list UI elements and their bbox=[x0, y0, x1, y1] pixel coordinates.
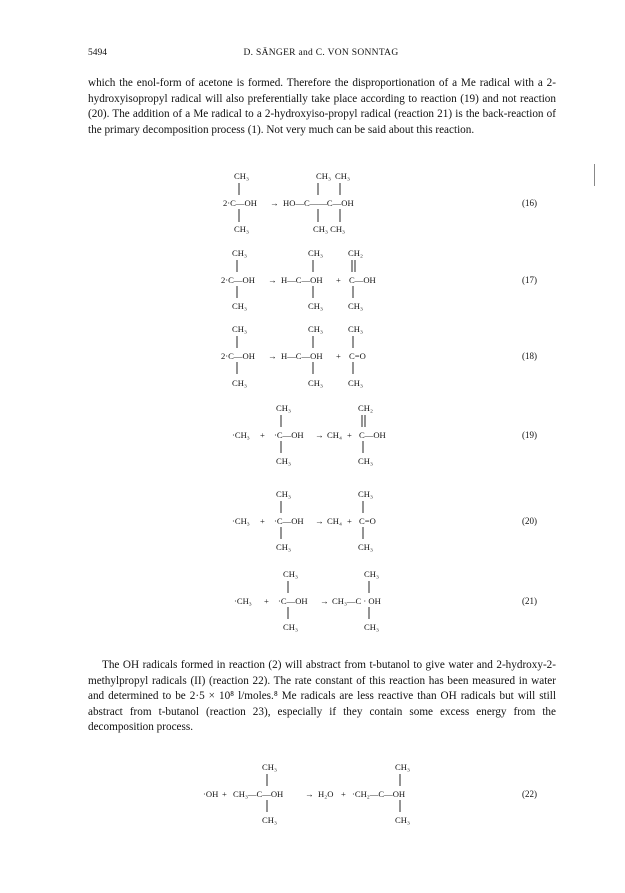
eq20-ch3-top-2: CH₃ bbox=[358, 489, 373, 499]
equation-20 bbox=[232, 489, 537, 552]
eq16-ch3-top-1: CH₃ bbox=[316, 171, 331, 181]
eq22-ch3-top-2: CH₃ bbox=[395, 762, 410, 772]
eq17-ch3-bottom: CH₃ bbox=[232, 301, 247, 311]
eq22-ch3-bottom: CH₃ bbox=[262, 815, 277, 825]
eq18-ch3-top-2: CH₃ bbox=[308, 324, 323, 334]
eq17-ch3-bottom-3: CH₃ bbox=[348, 301, 363, 311]
margin-mark bbox=[594, 164, 595, 186]
running-head: D. SÄNGER and C. VON SONNTAG bbox=[243, 48, 399, 58]
eq19-ch3-bottom-2: CH₃ bbox=[358, 456, 373, 466]
eq17-ch2-top: CH₂ bbox=[348, 248, 363, 258]
eq21-product: CH₃—C · OH bbox=[332, 596, 381, 606]
eq17-ch3-top-2: CH₃ bbox=[308, 248, 323, 258]
eq21-reactant: ·C—OH bbox=[278, 596, 308, 606]
equation-22 bbox=[203, 762, 537, 825]
eq22-reactant: CH₃—C—OH bbox=[233, 789, 284, 799]
eq21-plus: + bbox=[264, 596, 269, 606]
page-number: 5494 bbox=[88, 48, 107, 58]
eq16-ch3-pair: CH₃ CH₃ bbox=[313, 224, 346, 234]
eq16-arrow: → bbox=[270, 198, 279, 208]
eq20-ch3-bottom: CH₃ bbox=[276, 542, 291, 552]
eq17-plus: + bbox=[336, 275, 341, 285]
eq19-ch3-bottom: CH₃ bbox=[276, 456, 291, 466]
eq16-ch3-bottom: CH₃ bbox=[234, 224, 249, 234]
eq21-methyl: ·CH₃ bbox=[234, 596, 252, 606]
eq19-arrow: → bbox=[315, 430, 324, 440]
eq21-ch3-top-2: CH₃ bbox=[364, 569, 379, 579]
eq21-ch3-bottom: CH₃ bbox=[283, 622, 298, 632]
eq17-ch3-top: CH₃ bbox=[232, 248, 247, 258]
eq16-reactant: 2·C—OH bbox=[223, 198, 257, 208]
eq22-water: H₂O bbox=[318, 789, 334, 799]
eq18-number: (18) bbox=[522, 351, 537, 361]
eq21-arrow: → bbox=[320, 596, 329, 606]
eq16-product: HO—C——C—OH bbox=[283, 198, 354, 208]
eq19-ch2-top: CH₂ bbox=[358, 403, 373, 413]
eq19-number: (19) bbox=[522, 430, 537, 440]
eq17-ch3-bottom-2: CH₃ bbox=[308, 301, 323, 311]
eq20-number: (20) bbox=[522, 516, 537, 526]
eq19-methyl: ·CH₃ bbox=[232, 430, 250, 440]
eq22-ch3-top: CH₃ bbox=[262, 762, 277, 772]
equation-21 bbox=[234, 569, 537, 632]
paragraph-1: which the enol-form of acetone is formed. Therefore the disproportionation of a Me radical with a 2-hydroxyisopropyl radical will also preferentially take place according to reaction (19) and not reaction (20). The addition of a Me radical to a 2-hydroxyiso-propyl radical (reaction 21) is the back-reaction of the primary decomposition process (1). Not very much can be said about this reaction. bbox=[88, 77, 556, 136]
eq16-ch3-top-2: CH₃ bbox=[335, 171, 350, 181]
eq20-plus: + bbox=[260, 516, 265, 526]
eq18-ch3-top: CH₃ bbox=[232, 324, 247, 334]
eq22-plus: + bbox=[222, 789, 227, 799]
eq20-arrow: → bbox=[315, 516, 324, 526]
eq18-arrow: → bbox=[268, 351, 277, 361]
eq18-reactant: 2·C—OH bbox=[221, 351, 255, 361]
equation-17 bbox=[221, 248, 537, 311]
eq21-ch3-bottom-2: CH₃ bbox=[364, 622, 379, 632]
eq20-reactant: ·C—OH bbox=[274, 516, 304, 526]
eq22-ch3-bottom-2: CH₃ bbox=[395, 815, 410, 825]
eq19-plus: + bbox=[260, 430, 265, 440]
eq16-number: (16) bbox=[522, 198, 537, 208]
equation-16 bbox=[223, 171, 537, 234]
eq17-product: H—C—OH bbox=[281, 275, 323, 285]
paragraph-2: The OH radicals formed in reaction (2) will abstract from t-butanol to give water and 2-hydroxy-2-methylpropyl radicals (II) (reaction 22). The rate constant of this reaction has been measured in water and determined to be 2·5 × 10⁸ l/moles.⁸ Me radicals are less reactive than OH radicals but will still abstract from t-butanol (reaction 23), especially if they contain some excess energy from the decomposition process. bbox=[88, 659, 556, 734]
eq18-ch3-bottom: CH₃ bbox=[232, 378, 247, 388]
eq18-product-2: C=O bbox=[349, 351, 366, 361]
eq19-plus-2: + bbox=[347, 430, 352, 440]
eq19-product: C—OH bbox=[359, 430, 386, 440]
eq20-plus-2: + bbox=[347, 516, 352, 526]
eq17-number: (17) bbox=[522, 275, 537, 285]
eq17-product-2: C—OH bbox=[349, 275, 376, 285]
eq20-methyl: ·CH₃ bbox=[232, 516, 250, 526]
equation-18 bbox=[221, 324, 537, 388]
eq22-arrow: → bbox=[305, 789, 314, 799]
eq22-hydroxyl: ·OH bbox=[203, 789, 219, 799]
eq18-ch3-bottom-3: CH₃ bbox=[348, 378, 363, 388]
eq18-ch3-bottom-2: CH₃ bbox=[308, 378, 323, 388]
eq18-ch3-top-3: CH₃ bbox=[348, 324, 363, 334]
eq19-reactant: ·C—OH bbox=[274, 430, 304, 440]
eq22-product: ·CH₂—C—OH bbox=[352, 789, 406, 799]
eq21-ch3-top: CH₃ bbox=[283, 569, 298, 579]
eq20-product: C=O bbox=[359, 516, 376, 526]
page-header bbox=[88, 48, 554, 62]
eq20-ch3-bottom-2: CH₃ bbox=[358, 542, 373, 552]
eq22-number: (22) bbox=[522, 789, 537, 799]
eq18-product: H—C—OH bbox=[281, 351, 323, 361]
equation-19 bbox=[232, 403, 537, 466]
eq19-ch3-top: CH₃ bbox=[276, 403, 291, 413]
eq20-ch3-top: CH₃ bbox=[276, 489, 291, 499]
eq18-plus: + bbox=[336, 351, 341, 361]
eq16-ch3-top: CH₃ bbox=[234, 171, 249, 181]
eq17-reactant: 2·C—OH bbox=[221, 275, 255, 285]
eq21-number: (21) bbox=[522, 596, 537, 606]
eq22-plus-2: + bbox=[341, 789, 346, 799]
eq17-arrow: → bbox=[268, 275, 277, 285]
eq19-methane: CH₄ bbox=[327, 430, 342, 440]
eq20-methane: CH₄ bbox=[327, 516, 342, 526]
